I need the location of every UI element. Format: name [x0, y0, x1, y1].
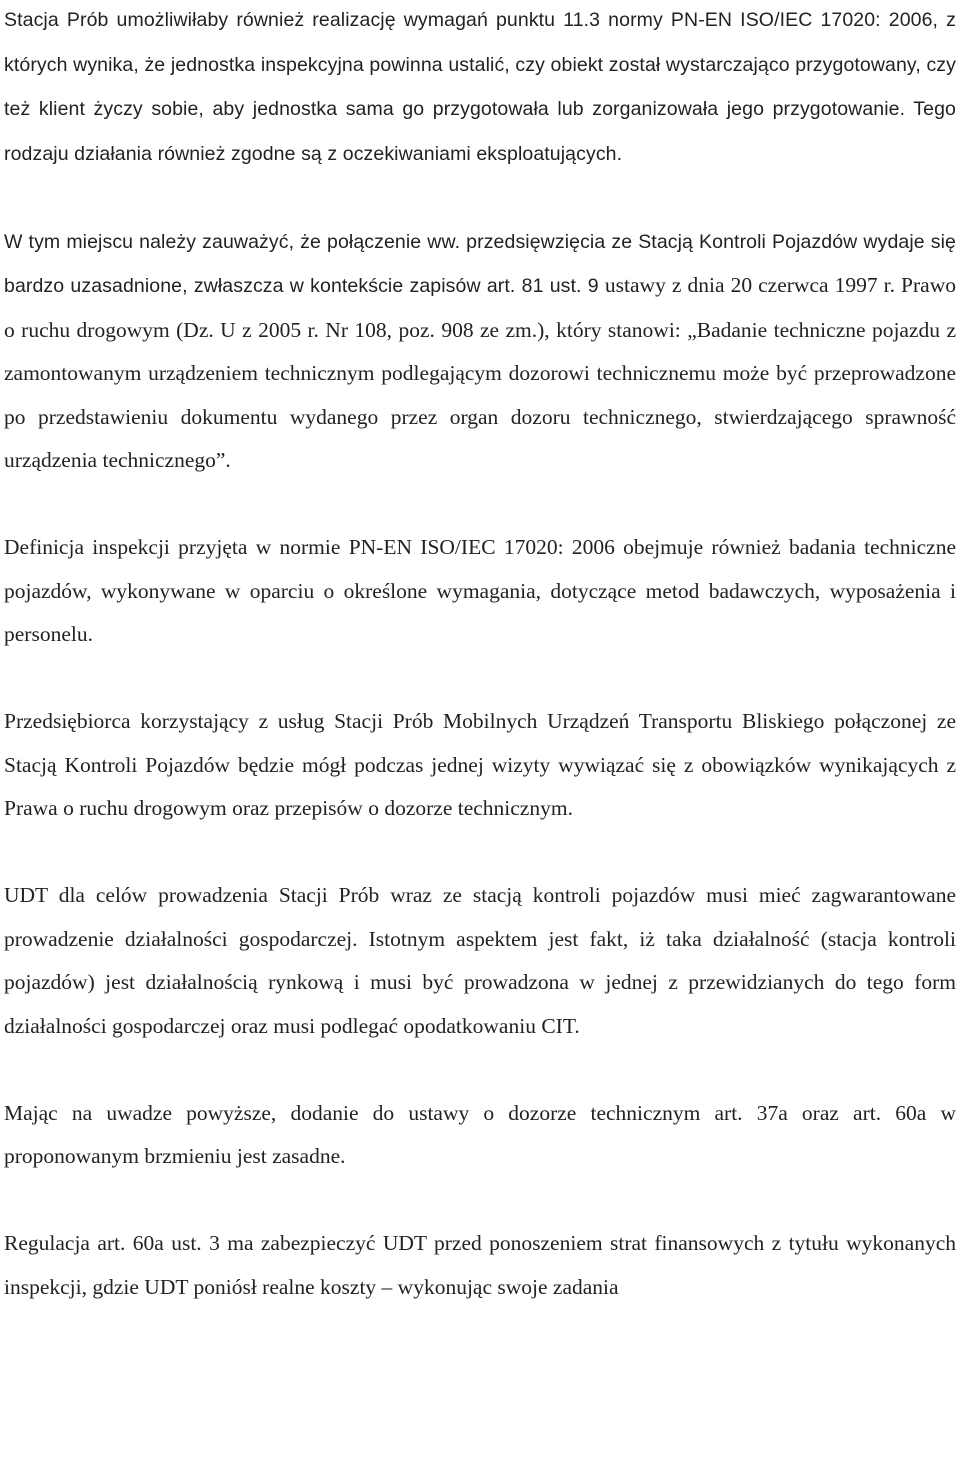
paragraph-4-text: Przedsiębiorca korzystający z usług Stacji Prób Mobilnych Urządzeń Transportu Bliskiego połączonej ze Stacją Kontroli Pojazdów będzie mógł podczas jednej wizyty wywiązać się z obowiązków wynikających z Prawa o ruchu drogowym oraz przepisów o dozorze technicznym.	[4, 709, 956, 820]
paragraph-7	[4, 1222, 956, 1309]
paragraph-6-text: Mając na uwadze powyższe, dodanie do ustawy o dozorze technicznym art. 37a oraz art. 60a w proponowanym brzmieniu jest zasadne.	[4, 1100, 956, 1168]
paragraph-5	[4, 874, 956, 1048]
paragraph-6	[4, 1092, 956, 1179]
paragraph-3	[4, 526, 956, 657]
paragraph-1	[4, 0, 956, 176]
paragraph-2-text-part-1: W tym miejscu należy zauważyć, że połączenie ww. przedsięwzięcia ze Stacją Kontroli Pojazdów wydaje się bardzo uzasadnione, zwłaszcza w kontekście zapisów art. 81 ust. 9	[4, 230, 956, 297]
paragraph-2	[4, 220, 956, 483]
paragraph-5-text: UDT dla celów prowadzenia Stacji Prób wraz ze stacją kontroli pojazdów musi mieć zagwarantowane prowadzenie działalności gospodarczej. Istotnym aspektem jest fakt, iż taka działalność (stacja kontroli pojazdów) jest działalnością rynkową i musi być prowadzona w jednej z przewidzianych do tego form działalności gospodarczej oraz musi podlegać opodatkowaniu CIT.	[4, 883, 956, 1038]
paragraph-1-text: Stacja Prób umożliwiłaby również realizację wymagań punktu 11.3 normy PN-EN ISO/IEC 17020: 2006, z których wynika, że jednostka inspekcyjna powinna ustalić, czy obiekt został wystarczająco przygotowany, czy też klient życzy sobie, aby jednostka sama go przygotowała lub zorganizowała jego przygotowanie. Tego rodzaju działania również zgodne są z oczekiwaniami eksploatujących.	[4, 9, 956, 165]
paragraph-7-text: Regulacja art. 60a ust. 3 ma zabezpieczyć UDT przed ponoszeniem strat finansowych z tytułu wykonanych inspekcji, gdzie UDT poniósł realne koszty – wykonując swoje zadania	[4, 1231, 956, 1299]
paragraph-3-text: Definicja inspekcji przyjęta w normie PN-EN ISO/IEC 17020: 2006 obejmuje również badania techniczne pojazdów, wykonywane w oparciu o określone wymagania, dotyczące metod badawczych, wyposażenia i personelu.	[4, 535, 956, 646]
paragraph-4	[4, 700, 956, 831]
paragraph-2-text-part-2: ustawy z dnia 20 czerwca 1997 r. Prawo o ruchu drogowym (Dz. U z 2005 r. Nr 108, poz. 908 ze zm.), który stanowi: „Badanie techniczne pojazdu z zamontowanym urządzeniem technicznym podlegającym dozorowi technicznemu może być przeprowadzone po przedstawieniu dokumentu wydanego przez organ dozoru technicznego, stwierdzającego sprawność urządzenia technicznego”.	[4, 273, 956, 472]
